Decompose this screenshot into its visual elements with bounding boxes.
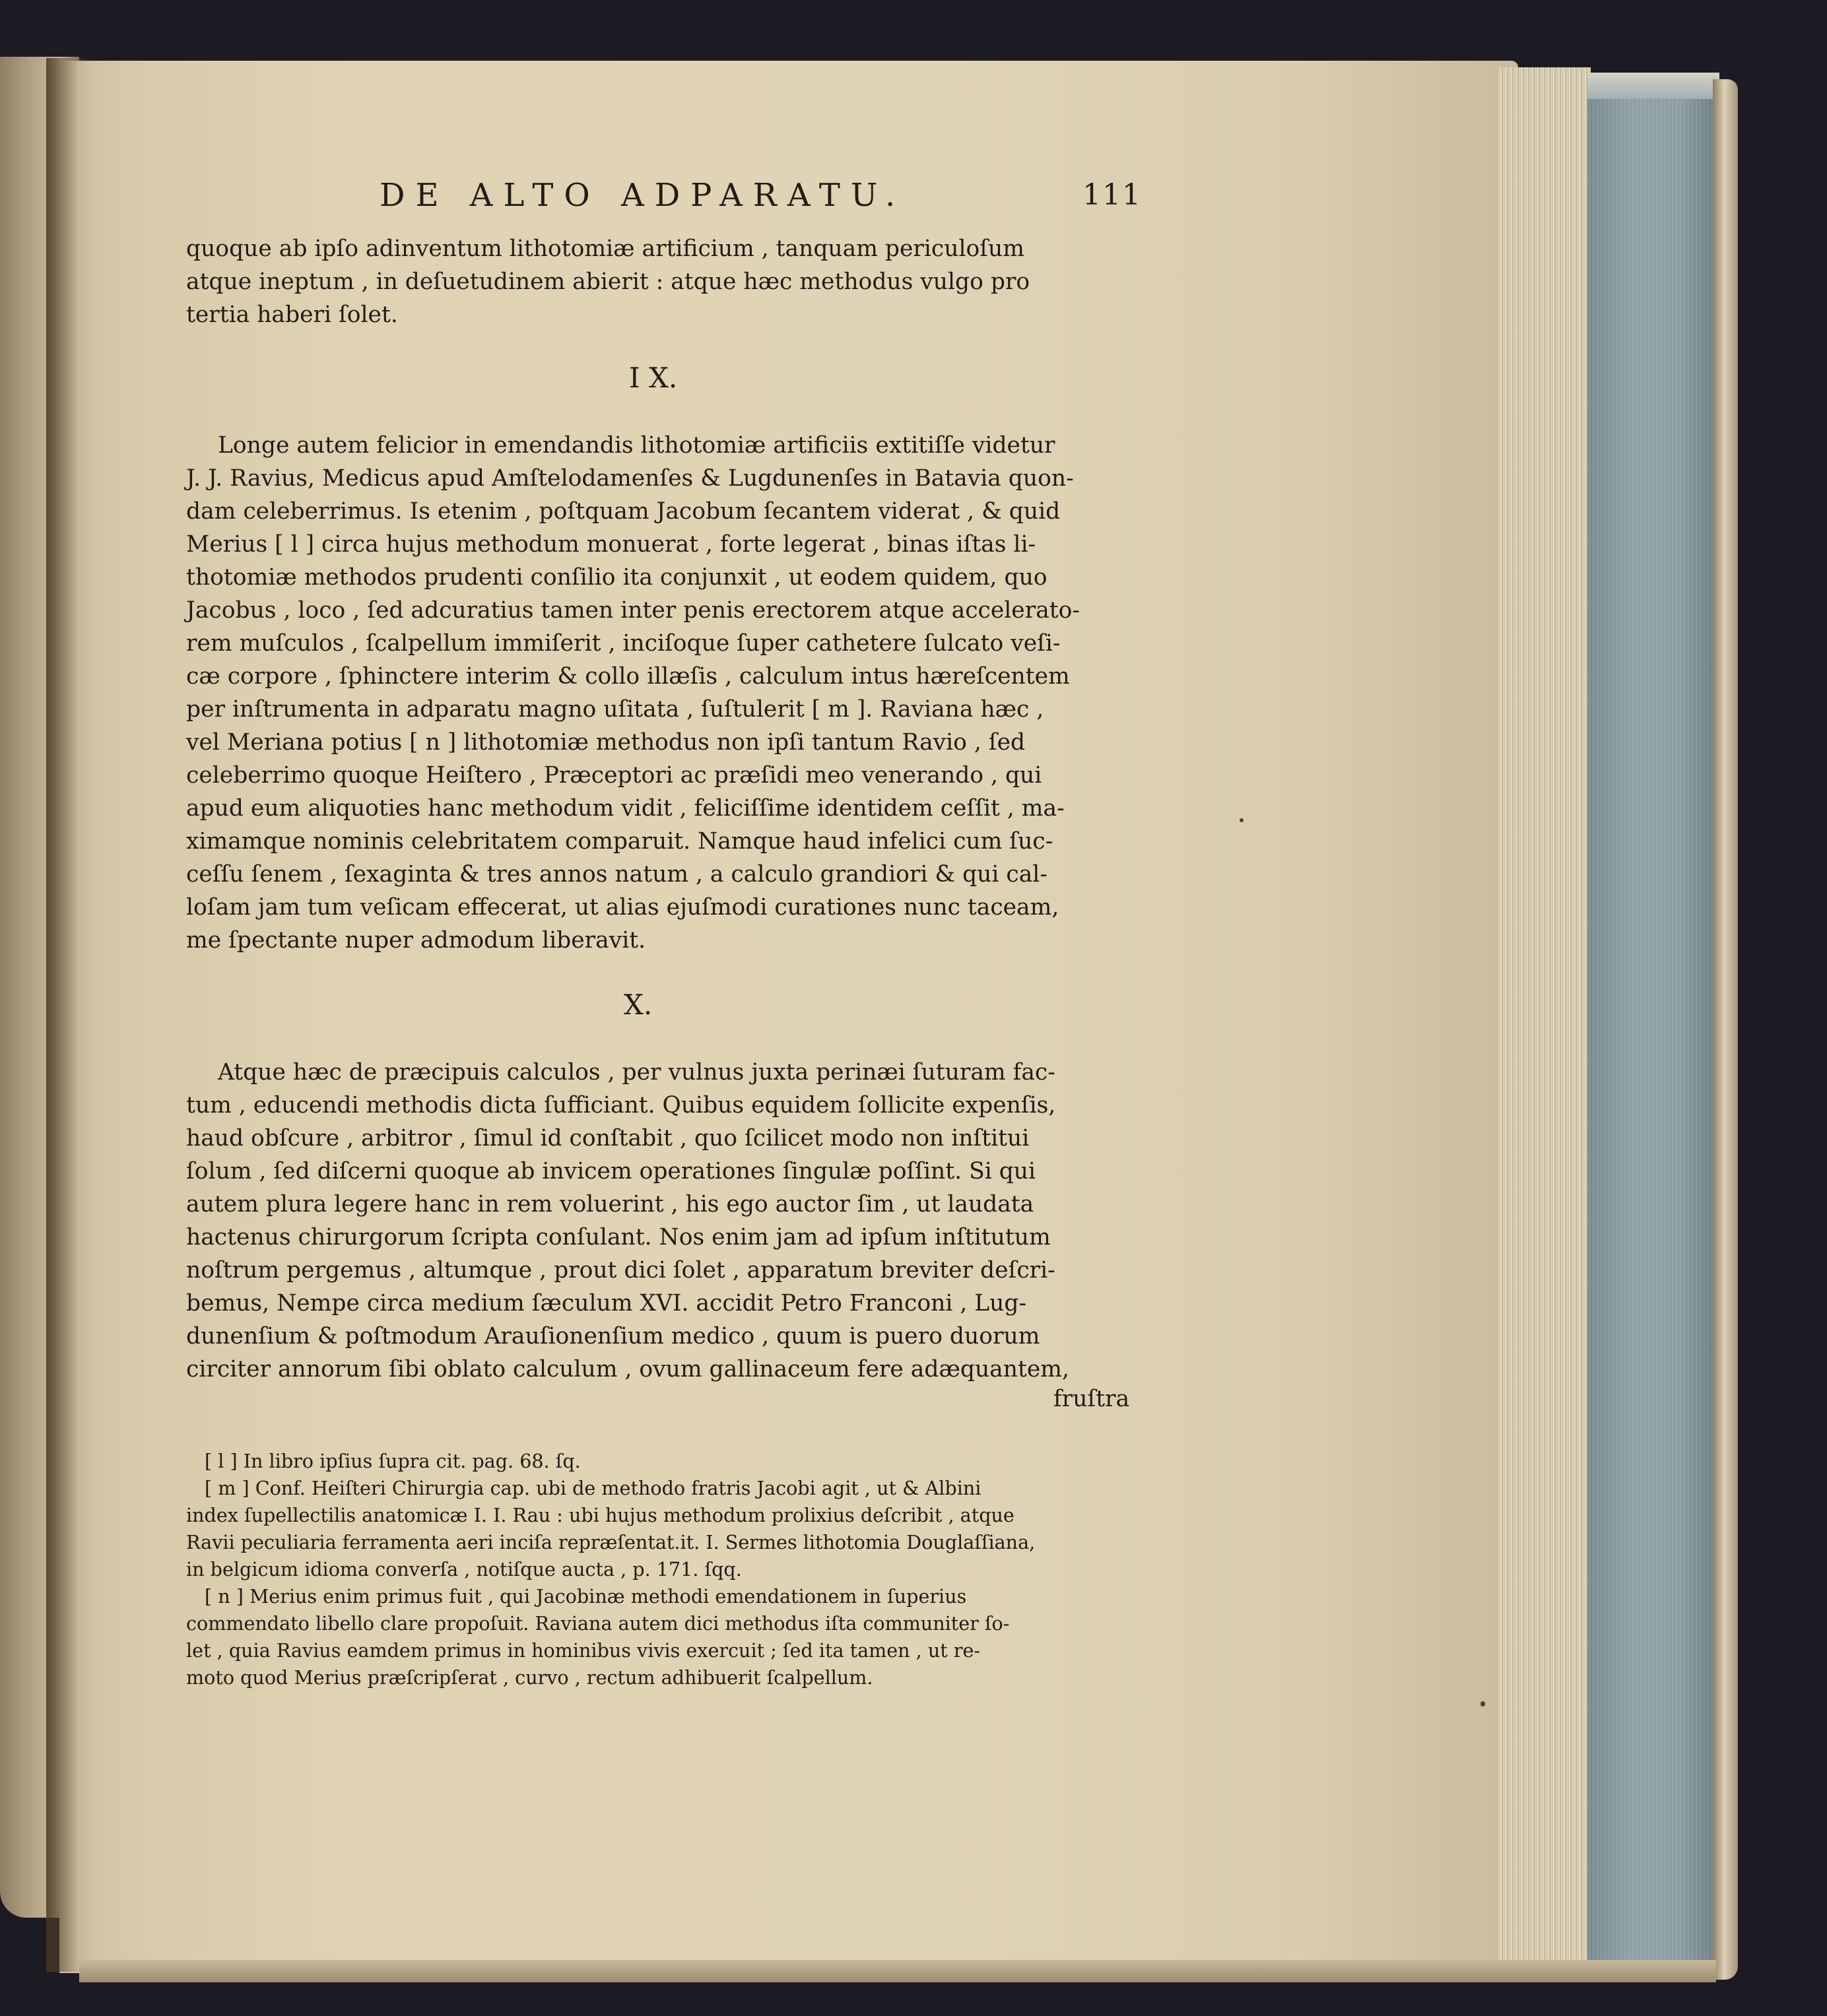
bottom-edge: [79, 1960, 1716, 1982]
body-line: apud eum aliquoties hanc methodum vidit , feliciſſime identidem ceſſit , ma-: [186, 795, 1065, 822]
section-number: X.: [624, 989, 653, 1021]
body-line: cæ corpore , ſphinctere interim & collo illæſis , calculum intus hæreſcentem: [186, 663, 1070, 690]
footnote-line: let , quia Ravius eamdem primus in hominibus vivis exercuit ; ſed ita tamen , ut re-: [186, 1639, 981, 1662]
body-line: ceſſu ſenem , ſexaginta & tres annos natum , a calculo grandiori & qui cal-: [186, 861, 1047, 888]
body-line: tertia haberi ſolet.: [186, 302, 398, 328]
footnote-line: in belgicum idioma converſa , notiſque aucta , p. 171. ſqq.: [186, 1558, 742, 1580]
body-line: ximamque nominis celebritatem comparuit. Namque haud infelici cum ſuc-: [186, 828, 1053, 855]
body-line: per inſtrumenta in adparatu magno uſitata , ſuſtulerit [ m ]. Raviana hæc ,: [186, 696, 1044, 723]
footnote-line: index ſupellectilis anatomicæ I. I. Rau : ubi hujus methodum prolixius deſcribit , atque: [186, 1504, 1014, 1526]
body-line: hactenus chirurgorum ſcripta conſulant. Nos enim jam ad ipſum inſtitutum: [186, 1224, 1051, 1251]
body-line: J. J. Ravius, Medicus apud Amſtelodamenſes & Lugdunenſes in Batavia quon-: [186, 465, 1074, 492]
body-line: me ſpectante nuper admodum liberavit.: [186, 927, 646, 954]
footnote-line: Ravii peculiaria ferramenta aeri inciſa repræſentat.it. I. Sermes lithotomia Douglaſſiana,: [186, 1531, 1036, 1553]
cover-board: [1713, 79, 1738, 1980]
body-line: quoque ab ipſo adinventum lithotomiæ artificium , tanquam periculoſum: [186, 236, 1024, 262]
body-line: Longe autem felicior in emendandis lithotomiæ artificiis extitiſſe videtur: [218, 432, 1055, 459]
body-line: dam celeberrimus. Is etenim , poſtquam Jacobum ſecantem viderat , & quid: [186, 498, 1061, 525]
body-line: Jacobus , loco , ſed adcuratius tamen inter penis erectorem atque accelerato-: [186, 597, 1080, 624]
footnote-line: [ l ] In libro ipſius ſupra cit. pag. 68. ſq.: [205, 1450, 581, 1472]
body-line: circiter annorum ſibi oblato calculum , ovum gallinaceum fere adæquantem,: [186, 1356, 1069, 1382]
footnote-line: [ m ] Conf. Heiſteri Chirurgia cap. ubi de methodo fratris Jacobi agit , ut & Albini: [205, 1477, 981, 1499]
section-number: I X.: [629, 362, 678, 394]
footnote-line: moto quod Merius præſcripſerat , curvo , rectum adhibuerit ſcalpellum.: [186, 1666, 873, 1689]
body-line: rem muſculos , ſcalpellum immiſerit , inciſoque ſuper cathetere ſulcato veſi-: [186, 630, 1061, 657]
page-number: 111: [1082, 178, 1142, 212]
body-line: thotomiæ methodos prudenti conſilio ita conjunxit , ut eodem quidem, quo: [186, 564, 1047, 591]
fore-edge: [1587, 73, 1719, 1967]
ink-speck: [1240, 818, 1244, 822]
gutter-shadow: [46, 58, 92, 1972]
footnote-line: [ n ] Merius enim primus fuit , qui Jacobinæ methodi emendationem in ſuperius: [205, 1585, 967, 1608]
edge-speck: [1480, 1701, 1485, 1707]
body-line: tum , educendi methodis dicta ſufficiant. Quibus equidem ſollicite expenſis,: [186, 1092, 1056, 1119]
body-line: bemus, Nempe circa medium ſæculum XVI. accidit Petro Franconi , Lug-: [186, 1290, 1027, 1317]
body-line: atque ineptum , in deſuetudinem abierit : atque hæc methodus vulgo pro: [186, 269, 1030, 295]
body-line: vel Meriana potius [ n ] lithotomiæ methodus non ipſi tantum Ravio , ſed: [186, 729, 1026, 756]
body-line: Merius [ l ] circa hujus methodum monuerat , forte legerat , binas iſtas li-: [186, 531, 1036, 558]
body-line: haud obſcure , arbitror , ſimul id conſtabit , quo ſcilicet modo non inſtitui: [186, 1125, 1030, 1152]
footnote-line: commendato libello clare propoſuit. Raviana autem dici methodus iſta communiter ſo-: [186, 1612, 1010, 1635]
body-line: Atque hæc de præcipuis calculos , per vulnus juxta perinæi ſuturam fac-: [218, 1059, 1055, 1086]
body-line: celeberrimo quoque Heiſtero , Præceptori ac præſidi meo venerando , qui: [186, 762, 1042, 789]
body-line: loſam jam tum veſicam effecerat, ut alias ejuſmodi curationes nunc taceam,: [186, 894, 1059, 921]
body-line: ſolum , ſed diſcerni quoque ab invicem operationes ſingulæ poſſint. Si qui: [186, 1158, 1036, 1185]
running-head: DE ALTO ADPARATU.: [380, 177, 906, 214]
body-line: noſtrum pergemus , altumque , prout dici ſolet , apparatum breviter deſcri-: [186, 1257, 1055, 1284]
fore-edge-top: [1587, 73, 1719, 99]
page-stack: [1498, 67, 1591, 1968]
body-line: dunenſium & poſtmodum Arauſionenſium medico , quum is puero duorum: [186, 1323, 1040, 1349]
body-line: autem plura legere hanc in rem voluerint , his ego auctor ſim , ut laudata: [186, 1191, 1034, 1218]
catchword: fruſtra: [1053, 1386, 1130, 1412]
